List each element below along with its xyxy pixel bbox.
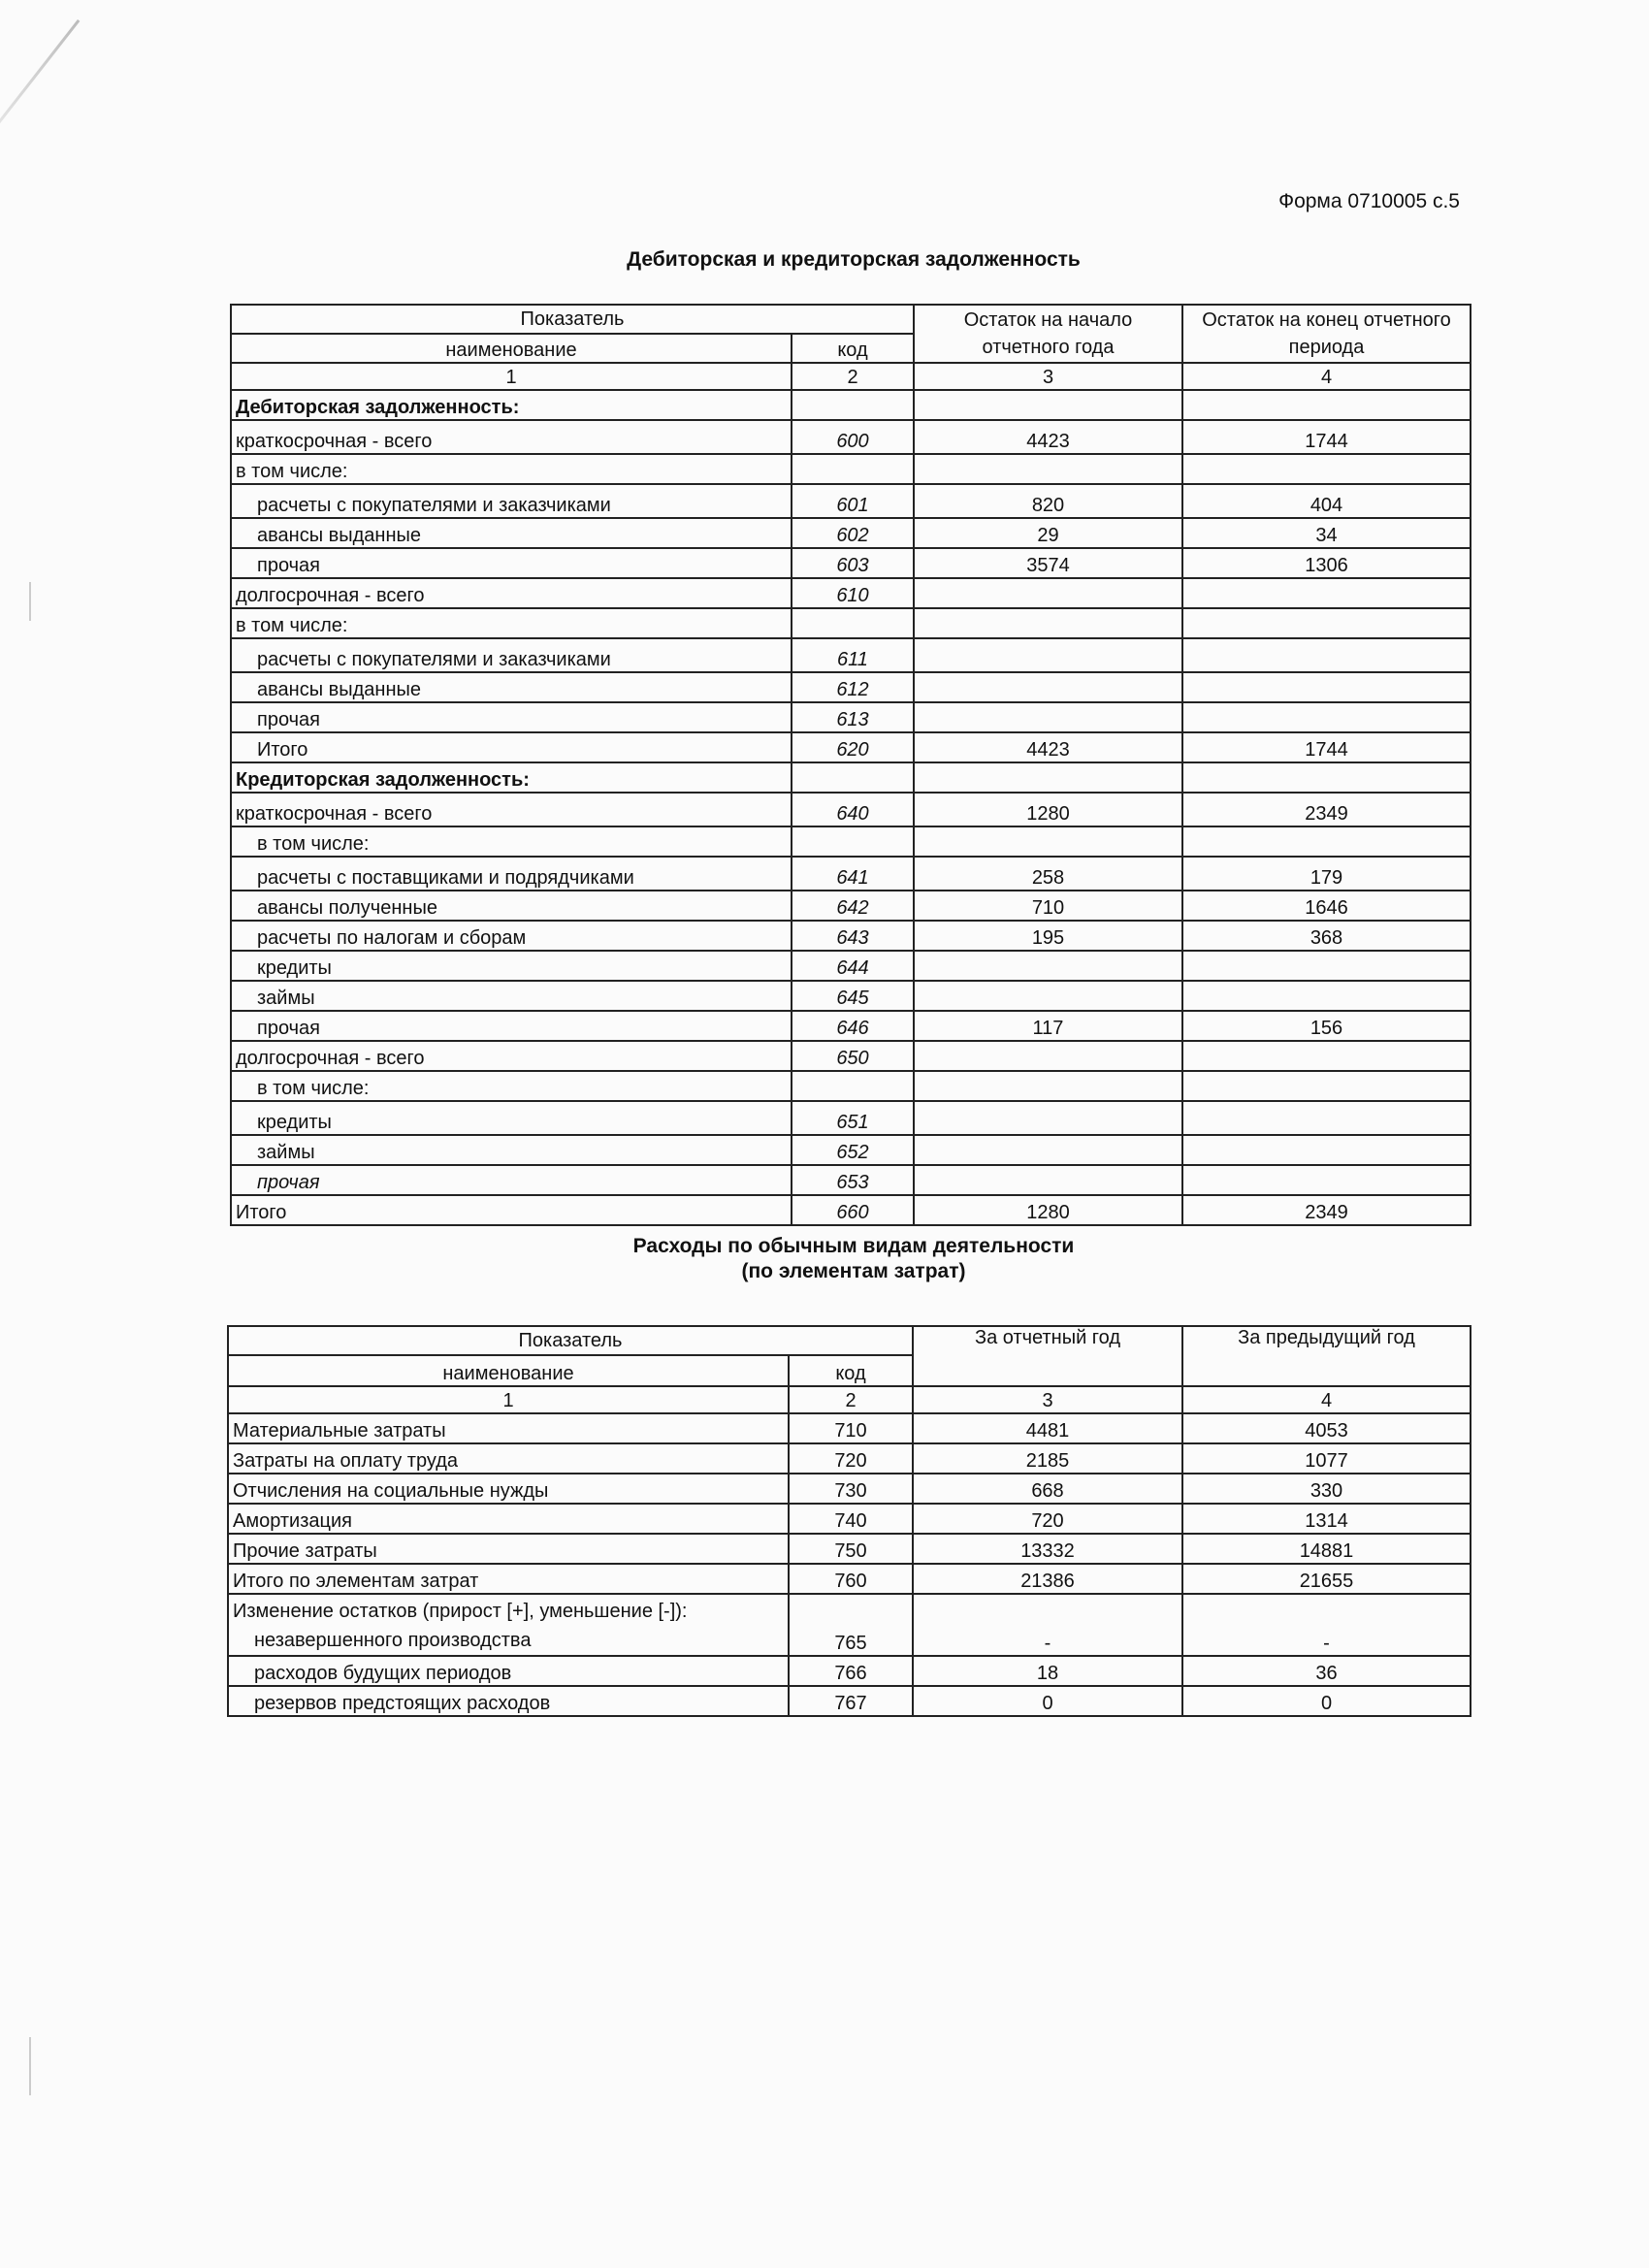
row-value-start: 4423 — [914, 420, 1182, 454]
row-value-current: 13332 — [913, 1534, 1182, 1564]
row-name: в том числе: — [231, 1071, 792, 1101]
row-name: Материальные затраты — [228, 1413, 789, 1443]
row-name: расчеты с поставщиками и подрядчиками — [231, 857, 792, 891]
table-row — [231, 1041, 1471, 1071]
table-row — [228, 1413, 1471, 1443]
header-num: 1 — [231, 363, 792, 390]
row-code: 646 — [792, 1011, 914, 1041]
row-name: расходов будущих периодов — [228, 1656, 789, 1686]
table-row — [228, 1564, 1471, 1594]
row-value-end — [1182, 762, 1471, 793]
row-value-start — [914, 762, 1182, 793]
row-code: 643 — [792, 921, 914, 951]
table-row — [228, 1656, 1471, 1686]
row-code: 766 — [789, 1656, 913, 1686]
row-name: авансы выданные — [231, 518, 792, 548]
row-value-end — [1182, 826, 1471, 857]
scan-artifact — [0, 19, 80, 151]
row-value-end — [1182, 638, 1471, 672]
row-value-start — [914, 1041, 1182, 1071]
row-code: 652 — [792, 1135, 914, 1165]
row-value-end — [1182, 981, 1471, 1011]
row-value-end: 404 — [1182, 484, 1471, 518]
header-indicator: Показатель — [228, 1326, 913, 1355]
row-code — [792, 826, 914, 857]
table-row — [231, 484, 1471, 518]
row-value-start: 3574 — [914, 548, 1182, 578]
row-value-start: 820 — [914, 484, 1182, 518]
row-value-end: 1744 — [1182, 420, 1471, 454]
row-code: 650 — [792, 1041, 914, 1071]
row-value-current: 2185 — [913, 1443, 1182, 1474]
row-name: в том числе: — [231, 454, 792, 484]
row-code — [792, 608, 914, 638]
table-row — [231, 420, 1471, 454]
row-code: 620 — [792, 732, 914, 762]
row-name: прочая — [231, 548, 792, 578]
row-code: 760 — [789, 1564, 913, 1594]
table-row — [231, 1135, 1471, 1165]
row-value-end — [1182, 578, 1471, 608]
row-value-end: 1306 — [1182, 548, 1471, 578]
row-value-prev: 1077 — [1182, 1443, 1471, 1474]
row-name: краткосрочная - всего — [231, 793, 792, 826]
table-row — [228, 1504, 1471, 1534]
expenses-table — [227, 1325, 1471, 1717]
row-value-prev: 21655 — [1182, 1564, 1471, 1594]
table-row — [231, 826, 1471, 857]
row-code: 612 — [792, 672, 914, 702]
header-num: 1 — [228, 1386, 789, 1413]
table-row — [231, 608, 1471, 638]
row-value-end — [1182, 1101, 1471, 1135]
row-value-end: 2349 — [1182, 1195, 1471, 1225]
row-code: 601 — [792, 484, 914, 518]
table-row — [231, 702, 1471, 732]
header-col-start: Остаток на начало отчетного года — [914, 305, 1182, 363]
row-name: авансы выданные — [231, 672, 792, 702]
table-row — [231, 1165, 1471, 1195]
row-value-current: 4481 — [913, 1413, 1182, 1443]
row-value-start — [914, 981, 1182, 1011]
header-name: наименование — [231, 334, 792, 363]
row-value-current: - — [913, 1594, 1182, 1656]
row-code: 767 — [789, 1686, 913, 1716]
row-name-line2: незавершенного производства — [254, 1630, 532, 1651]
row-name: Итого по элементам затрат — [228, 1564, 789, 1594]
row-code: 653 — [792, 1165, 914, 1195]
row-value-start: 29 — [914, 518, 1182, 548]
row-name: займы — [231, 1135, 792, 1165]
header-col-end: Остаток на конец отчетного периода — [1182, 305, 1471, 363]
row-name: прочая — [231, 1011, 792, 1041]
row-value-start — [914, 454, 1182, 484]
row-value-end — [1182, 454, 1471, 484]
row-code: 750 — [789, 1534, 913, 1564]
row-value-start — [914, 1165, 1182, 1195]
row-name: долгосрочная - всего — [231, 1041, 792, 1071]
table-row — [231, 951, 1471, 981]
row-code: 640 — [792, 793, 914, 826]
row-code: 660 — [792, 1195, 914, 1225]
row-name: прочая — [231, 1165, 792, 1195]
row-value-start — [914, 951, 1182, 981]
row-name: Кредиторская задолженность: — [231, 762, 792, 793]
row-value-end: 1646 — [1182, 891, 1471, 921]
row-value-end — [1182, 1165, 1471, 1195]
row-value-end: 2349 — [1182, 793, 1471, 826]
row-name: резервов предстоящих расходов — [228, 1686, 789, 1716]
row-value-end — [1182, 1135, 1471, 1165]
row-value-end — [1182, 951, 1471, 981]
row-value-start — [914, 672, 1182, 702]
row-code: 641 — [792, 857, 914, 891]
row-value-prev: 0 — [1182, 1686, 1471, 1716]
row-code: 730 — [789, 1474, 913, 1504]
row-code: 644 — [792, 951, 914, 981]
row-code — [792, 454, 914, 484]
table-row — [231, 981, 1471, 1011]
header-num: 3 — [913, 1386, 1182, 1413]
row-value-end — [1182, 1041, 1471, 1071]
table-row — [231, 518, 1471, 548]
row-name: в том числе: — [231, 608, 792, 638]
table-row — [228, 1474, 1471, 1504]
table-row — [228, 1534, 1471, 1564]
table-row — [231, 762, 1471, 793]
row-value-end: 1744 — [1182, 732, 1471, 762]
row-code: 710 — [789, 1413, 913, 1443]
row-value-prev: 14881 — [1182, 1534, 1471, 1564]
row-value-end — [1182, 672, 1471, 702]
scan-artifact — [29, 2037, 31, 2095]
row-name: Дебиторская задолженность: — [231, 390, 792, 420]
table-row — [231, 638, 1471, 672]
row-code: 600 — [792, 420, 914, 454]
table-row — [231, 1011, 1471, 1041]
row-value-end — [1182, 390, 1471, 420]
table-row — [231, 454, 1471, 484]
row-name: Амортизация — [228, 1504, 789, 1534]
row-name: долгосрочная - всего — [231, 578, 792, 608]
row-value-start: 1280 — [914, 1195, 1182, 1225]
table-row — [231, 578, 1471, 608]
row-value-current: 720 — [913, 1504, 1182, 1534]
row-value-prev: 1314 — [1182, 1504, 1471, 1534]
row-value-prev: 36 — [1182, 1656, 1471, 1686]
table-row — [231, 891, 1471, 921]
row-code: 602 — [792, 518, 914, 548]
row-value-end — [1182, 608, 1471, 638]
row-value-start — [914, 578, 1182, 608]
row-value-start — [914, 1071, 1182, 1101]
header-code: код — [789, 1355, 913, 1386]
row-code: 651 — [792, 1101, 914, 1135]
header-code: код — [792, 334, 914, 363]
table-row — [231, 672, 1471, 702]
expenses-title-line1: Расходы по обычным видам деятельности — [632, 1235, 1075, 1257]
row-value-start — [914, 702, 1182, 732]
form-id: Форма 0710005 с.5 — [1278, 190, 1460, 212]
row-value-end: 368 — [1182, 921, 1471, 951]
table-row — [231, 857, 1471, 891]
table-row — [231, 1195, 1471, 1225]
table-row — [228, 1686, 1471, 1716]
row-value-start — [914, 1101, 1182, 1135]
row-value-end — [1182, 1071, 1471, 1101]
row-code — [792, 390, 914, 420]
row-value-start — [914, 390, 1182, 420]
header-num: 4 — [1182, 363, 1471, 390]
row-value-end: 179 — [1182, 857, 1471, 891]
row-value-current: 21386 — [913, 1564, 1182, 1594]
row-value-current: 18 — [913, 1656, 1182, 1686]
row-name: расчеты с покупателями и заказчиками — [231, 638, 792, 672]
row-value-start — [914, 826, 1182, 857]
row-value-start — [914, 1135, 1182, 1165]
row-code — [792, 1071, 914, 1101]
header-name: наименование — [228, 1355, 789, 1386]
row-name: Итого — [231, 732, 792, 762]
row-name: Отчисления на социальные нужды — [228, 1474, 789, 1504]
table-row — [231, 548, 1471, 578]
row-name: краткосрочная - всего — [231, 420, 792, 454]
row-name: прочая — [231, 702, 792, 732]
row-value-start: 1280 — [914, 793, 1182, 826]
table-row — [231, 921, 1471, 951]
row-code: 642 — [792, 891, 914, 921]
header-col-current: За отчетный год — [913, 1326, 1182, 1386]
row-code: 720 — [789, 1443, 913, 1474]
table-row — [231, 732, 1471, 762]
row-code: 740 — [789, 1504, 913, 1534]
row-value-start: 195 — [914, 921, 1182, 951]
expenses-title-line2: (по элементам затрат) — [741, 1260, 966, 1282]
row-code: 765 — [789, 1594, 913, 1656]
header-num: 3 — [914, 363, 1182, 390]
row-name: расчеты по налогам и сборам — [231, 921, 792, 951]
row-value-end: 156 — [1182, 1011, 1471, 1041]
table-row — [231, 390, 1471, 420]
row-name-line1: Изменение остатков (прирост [+], уменьшение [-]): — [233, 1601, 688, 1622]
row-value-prev: 4053 — [1182, 1413, 1471, 1443]
row-name: авансы полученные — [231, 891, 792, 921]
row-name: Итого — [231, 1195, 792, 1225]
row-value-end: 34 — [1182, 518, 1471, 548]
row-value-start: 258 — [914, 857, 1182, 891]
row-code: 613 — [792, 702, 914, 732]
row-name: расчеты с покупателями и заказчиками — [231, 484, 792, 518]
row-value-start: 117 — [914, 1011, 1182, 1041]
row-name — [228, 1594, 789, 1656]
row-value-current: 0 — [913, 1686, 1182, 1716]
row-name: кредиты — [231, 951, 792, 981]
row-code: 611 — [792, 638, 914, 672]
row-name: кредиты — [231, 1101, 792, 1135]
scan-artifact — [29, 582, 31, 621]
row-value-prev: - — [1182, 1594, 1471, 1656]
row-name: в том числе: — [231, 826, 792, 857]
row-value-prev: 330 — [1182, 1474, 1471, 1504]
row-value-start: 4423 — [914, 732, 1182, 762]
header-num: 4 — [1182, 1386, 1471, 1413]
receivables-table — [230, 304, 1471, 1226]
row-value-start — [914, 638, 1182, 672]
row-name: займы — [231, 981, 792, 1011]
row-name: Затраты на оплату труда — [228, 1443, 789, 1474]
header-col-prev: За предыдущий год — [1182, 1326, 1471, 1386]
row-value-end — [1182, 702, 1471, 732]
table-row — [228, 1443, 1471, 1474]
header-indicator: Показатель — [231, 305, 914, 334]
row-value-current: 668 — [913, 1474, 1182, 1504]
row-code: 603 — [792, 548, 914, 578]
receivables-title: Дебиторская и кредиторская задолженность — [627, 248, 1081, 271]
table-row — [231, 793, 1471, 826]
row-code: 610 — [792, 578, 914, 608]
table-row — [228, 1594, 1471, 1656]
row-value-start — [914, 608, 1182, 638]
row-code — [792, 762, 914, 793]
table-row — [231, 1071, 1471, 1101]
header-num: 2 — [792, 363, 914, 390]
header-num: 2 — [789, 1386, 913, 1413]
row-value-start: 710 — [914, 891, 1182, 921]
row-name: Прочие затраты — [228, 1534, 789, 1564]
table-row — [231, 1101, 1471, 1135]
row-code: 645 — [792, 981, 914, 1011]
